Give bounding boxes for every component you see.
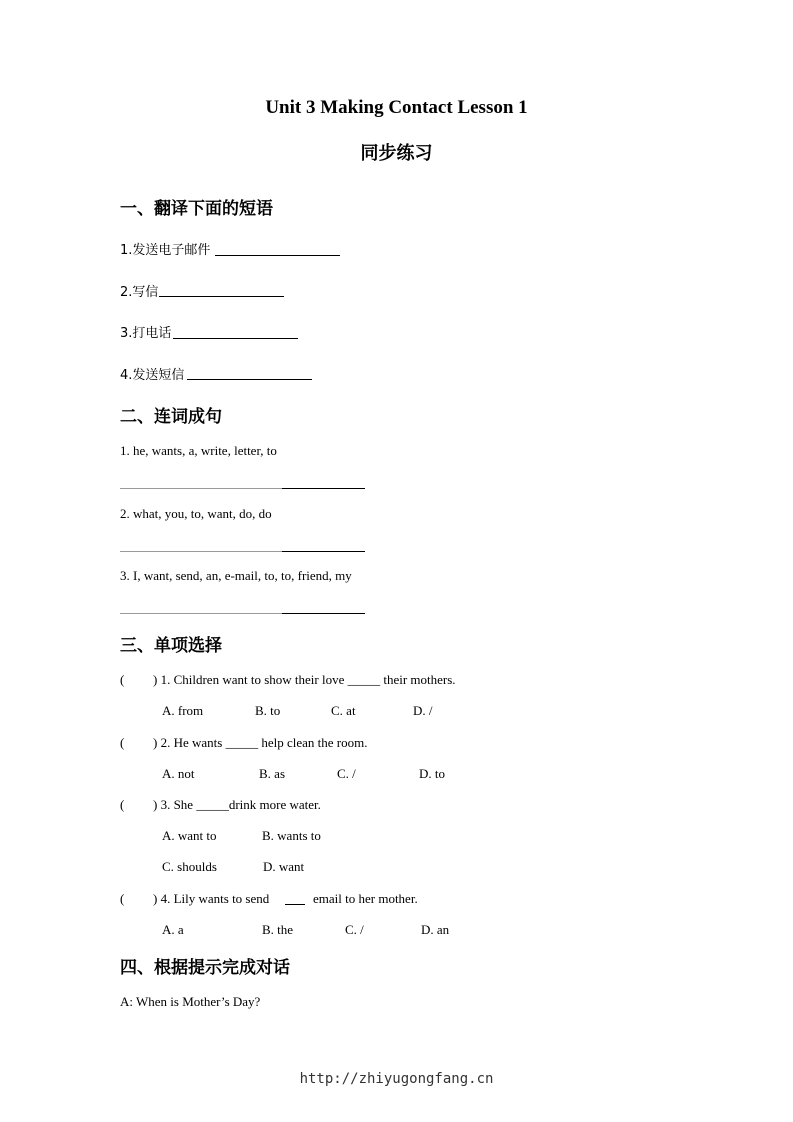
answer-blank-1[interactable] [215, 255, 340, 256]
question-4-option-c: C. / [345, 922, 364, 937]
question-2-stem: ) 2. He wants _____ help clean the room. [153, 735, 368, 750]
translate-item-3: 3.打电话 [120, 326, 172, 341]
sentence-line-3b[interactable] [282, 613, 365, 614]
answer-paren-3[interactable]: ( [120, 797, 125, 812]
footer-url[interactable]: http://zhiyugongfang.cn [299, 1071, 494, 1087]
question-2-option-c: C. / [337, 766, 356, 781]
section-heading-sentence: 二、连词成句 [120, 407, 222, 427]
question-1-option-a: A. from [162, 703, 204, 718]
sentence-line-2a[interactable] [120, 551, 282, 552]
sentence-item-3: 3. I, want, send, an, e-mail, to, to, friend, my [120, 568, 352, 583]
question-2-option-d: D. to [419, 766, 445, 781]
answer-blank-2[interactable] [159, 296, 284, 297]
question-4-stem-start: ) 4. Lily wants to send [153, 891, 270, 906]
question-2-option-a: A. not [162, 766, 195, 781]
question-4-inline-blank[interactable] [285, 904, 305, 905]
translate-item-4: 4.发送短信 [120, 368, 185, 383]
question-3-stem: ) 3. She _____drink more water. [153, 797, 321, 812]
question-1-stem: ) 1. Children want to show their love _____ their mothers. [153, 672, 456, 687]
section-heading-dialogue: 四、根据提示完成对话 [120, 958, 290, 978]
answer-paren-2[interactable]: ( [120, 735, 125, 750]
dialogue-line-1: A: When is Mother’s Day? [120, 994, 261, 1009]
section-heading-choice: 三、单项选择 [120, 636, 222, 656]
sentence-line-1a[interactable] [120, 488, 282, 489]
answer-paren-4[interactable]: ( [120, 891, 125, 906]
question-1-option-b: B. to [255, 703, 281, 718]
answer-blank-4[interactable] [187, 379, 312, 380]
section-heading-translate: 一、翻译下面的短语 [120, 199, 273, 219]
question-2-option-b: B. as [259, 766, 285, 781]
question-4-option-d: D. an [421, 922, 450, 937]
question-3-option-d: D. want [263, 859, 305, 874]
sentence-item-1: 1. he, wants, a, write, letter, to [120, 443, 277, 458]
question-4-option-a: A. a [162, 922, 184, 937]
question-3-option-c: C. shoulds [162, 859, 217, 874]
page-title: Unit 3 Making Contact Lesson 1 [265, 97, 528, 118]
translate-item-2: 2.写信 [120, 285, 159, 300]
translate-item-1: 1.发送电子邮件 [120, 243, 211, 258]
question-3-option-a: A. want to [162, 828, 217, 843]
sentence-line-1b[interactable] [282, 488, 365, 489]
sentence-line-2b[interactable] [282, 551, 365, 552]
page-subtitle: 同步练习 [360, 143, 433, 164]
sentence-item-2: 2. what, you, to, want, do, do [120, 506, 272, 521]
answer-blank-3[interactable] [173, 338, 298, 339]
question-4-option-b: B. the [262, 922, 294, 937]
question-3-option-b: B. wants to [262, 828, 321, 843]
sentence-line-3a[interactable] [120, 613, 282, 614]
answer-paren-1[interactable]: ( [120, 672, 125, 687]
question-1-option-c: C. at [331, 703, 356, 718]
question-4-stem-end: email to her mother. [313, 891, 418, 906]
question-1-option-d: D. / [413, 703, 433, 718]
